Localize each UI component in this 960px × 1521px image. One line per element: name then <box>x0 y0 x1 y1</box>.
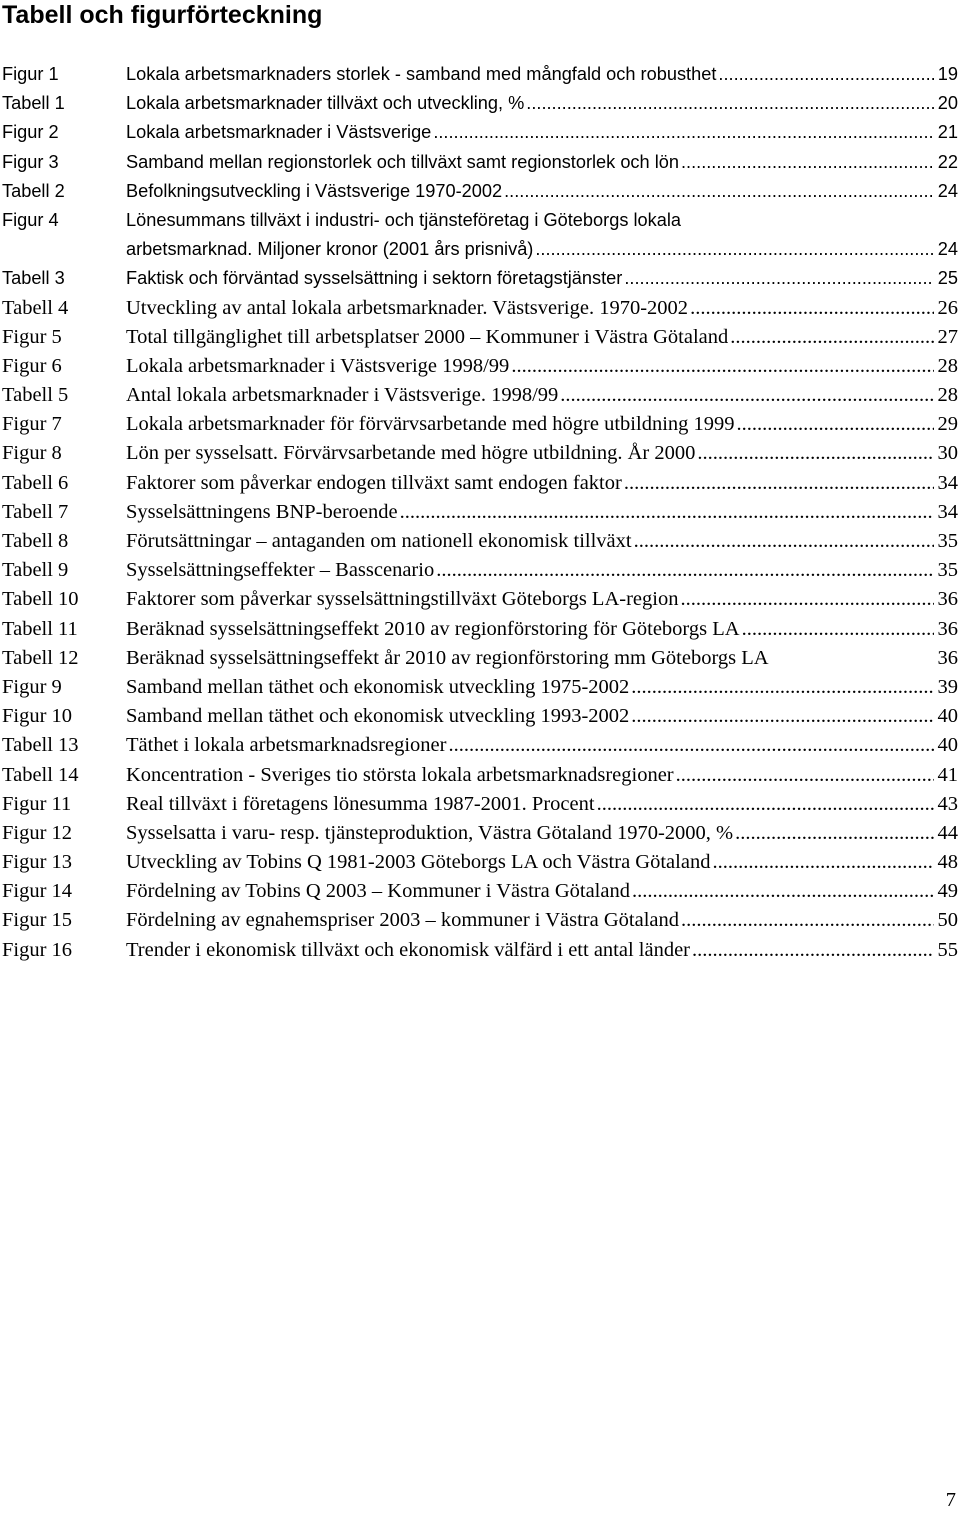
entry-title: Lokala arbetsmarknader i Västsverige 1998/99 <box>126 354 510 377</box>
entry-page-number: 40 <box>937 734 958 757</box>
entry-label: Figur 14 <box>2 880 73 903</box>
entry-label: Figur 4 <box>2 209 59 230</box>
toc-entry[interactable] <box>0 206 960 264</box>
toc-entry[interactable] <box>0 439 960 468</box>
entry-page-number: 28 <box>937 354 958 377</box>
entry-label: Figur 10 <box>2 705 73 728</box>
toc-entry[interactable] <box>0 323 960 352</box>
entry-page-number: 41 <box>937 763 958 786</box>
entry-title-continuation: arbetsmarknad. Miljoner kronor (2001 års prisnivå) <box>126 239 534 260</box>
toc-entry[interactable] <box>0 585 960 614</box>
toc-entry[interactable] <box>0 936 960 965</box>
page-number: 7 <box>945 1489 956 1511</box>
entry-page-number: 36 <box>937 588 958 611</box>
dot-leader <box>558 381 933 410</box>
entry-title: Samband mellan täthet och ekonomisk utveckling 1993-2002 <box>126 705 630 728</box>
dot-leader <box>431 118 933 147</box>
entry-title: Total tillgänglighet till arbetsplatser 2000 – Kommuner i Västra Götaland <box>126 325 729 348</box>
dot-leader <box>678 585 933 614</box>
entry-page-number: 50 <box>937 909 958 932</box>
dot-leader <box>679 148 934 177</box>
dot-leader <box>674 761 934 790</box>
entry-title: Faktorer som påverkar endogen tillväxt samt endogen faktor <box>126 471 622 494</box>
entry-label: Figur 12 <box>2 821 73 844</box>
entry-title: Beräknad sysselsättningseffekt år 2010 av regionförstoring mm Göteborgs LA <box>126 646 769 669</box>
dot-leader <box>524 89 933 118</box>
entry-title: Faktisk och förväntad sysselsättning i sektorn företagstjänster <box>126 268 623 289</box>
toc-entry[interactable] <box>0 790 960 819</box>
dot-leader <box>710 848 933 877</box>
entry-page-number: 34 <box>937 471 958 494</box>
entry-title: Lokala arbetsmarknader tillväxt och utveckling, % <box>126 93 525 114</box>
entry-title: Sysselsatta i varu- resp. tjänsteproduktion, Västra Götaland 1970-2000, % <box>126 821 734 844</box>
entry-page-number: 26 <box>937 296 958 319</box>
entry-page-number: 44 <box>937 821 958 844</box>
entry-label: Tabell 2 <box>2 180 65 201</box>
toc-entry[interactable] <box>0 906 960 935</box>
entry-title: Fördelning av egnahemspriser 2003 – kommuner i Västra Götaland <box>126 909 679 932</box>
entry-label: Figur 15 <box>2 909 73 932</box>
dot-leader <box>509 352 933 381</box>
dot-leader <box>740 615 934 644</box>
entry-label: Tabell 10 <box>2 588 79 611</box>
toc-entry[interactable] <box>0 673 960 702</box>
toc-entry[interactable] <box>0 702 960 731</box>
dot-leader <box>733 819 933 848</box>
dot-leader <box>632 527 934 556</box>
entry-page-number: 39 <box>937 675 958 698</box>
entry-label: Figur 11 <box>2 792 72 815</box>
toc-entry[interactable] <box>0 498 960 527</box>
entry-page-number: 35 <box>937 559 958 582</box>
table-of-figures-list <box>0 60 960 965</box>
entry-label: Figur 16 <box>2 938 73 961</box>
entry-page-number: 22 <box>937 151 958 172</box>
entry-page-number: 19 <box>937 64 958 84</box>
entry-page-number: 30 <box>937 442 958 465</box>
entry-title: Förutsättningar – antaganden om nationell ekonomisk tillväxt <box>126 530 632 553</box>
entry-title: Koncentration - Sveriges tio största lokala arbetsmarknadsregioner <box>126 763 674 786</box>
toc-entry[interactable] <box>0 819 960 848</box>
entry-page-number: 25 <box>937 268 958 289</box>
dot-leader <box>695 439 933 468</box>
dot-leader <box>688 294 933 323</box>
toc-entry[interactable] <box>0 469 960 498</box>
toc-entry[interactable] <box>0 556 960 585</box>
entry-page-number: 28 <box>937 384 958 407</box>
entry-page-number: 55 <box>937 938 958 961</box>
dot-leader <box>446 731 933 760</box>
entry-label: Tabell 6 <box>2 471 69 494</box>
entry-page-number: 48 <box>937 851 958 874</box>
entry-label: Figur 2 <box>2 122 59 143</box>
entry-label: Figur 7 <box>2 413 62 436</box>
entry-title: Lokala arbetsmarknader för förvärvsarbetande med högre utbildning 1999 <box>126 413 735 436</box>
entry-title: Lokala arbetsmarknader i Västsverige <box>126 122 432 143</box>
dot-leader <box>622 469 934 498</box>
dot-leader <box>728 323 933 352</box>
dot-leader <box>629 702 933 731</box>
toc-entry[interactable] <box>0 177 960 206</box>
entry-title: Lön per sysselsatt. Förvärvsarbetande med högre utbildning. År 2000 <box>126 442 696 465</box>
entry-label: Figur 1 <box>2 64 59 84</box>
toc-entry[interactable] <box>0 264 960 293</box>
toc-entry[interactable] <box>0 148 960 177</box>
toc-entry[interactable] <box>0 731 960 760</box>
entry-label: Figur 8 <box>2 442 62 465</box>
entry-page-number: 40 <box>937 705 958 728</box>
dot-leader <box>630 877 934 906</box>
entry-page-number: 49 <box>937 880 958 903</box>
entry-label: Tabell 9 <box>2 559 69 582</box>
entry-label: Figur 6 <box>2 354 62 377</box>
entry-label: Tabell 14 <box>2 763 79 786</box>
entry-label: Figur 13 <box>2 851 73 874</box>
entry-page-number: 29 <box>937 413 958 436</box>
toc-entry[interactable] <box>0 381 960 410</box>
entry-page-number: 21 <box>937 122 958 143</box>
entry-page-number: 27 <box>937 325 958 348</box>
toc-entry[interactable] <box>0 294 960 323</box>
entry-label: Tabell 1 <box>2 93 65 114</box>
entry-page-number: 24 <box>937 239 958 260</box>
dot-leader <box>629 673 933 702</box>
entry-label: Tabell 12 <box>2 646 79 669</box>
dot-leader <box>716 60 933 89</box>
entry-title: Beräknad sysselsättningseffekt 2010 av regionförstoring för Göteborgs LA <box>126 617 740 640</box>
entry-title: Lokala arbetsmarknaders storlek - samband med mångfald och robusthet <box>126 64 717 84</box>
entry-title: Sysselsättningens BNP-beroende <box>126 500 398 523</box>
entry-title: Befolkningsutveckling i Västsverige 1970-2002 <box>126 180 503 201</box>
toc-entry[interactable] <box>0 644 960 673</box>
entry-label: Figur 3 <box>2 151 59 172</box>
toc-entry[interactable] <box>0 118 960 147</box>
entry-page-number: 36 <box>937 617 958 640</box>
entry-page-number: 24 <box>937 180 958 201</box>
dot-leader <box>690 936 933 965</box>
entry-label: Figur 5 <box>2 325 62 348</box>
dot-leader <box>502 177 934 206</box>
entry-title: Utveckling av Tobins Q 1981-2003 Göteborgs LA och Västra Götaland <box>126 851 711 874</box>
dot-leader <box>434 556 933 585</box>
dot-leader <box>735 410 934 439</box>
toc-entry[interactable] <box>0 410 960 439</box>
toc-entry[interactable] <box>0 877 960 906</box>
dot-leader <box>622 264 933 293</box>
entry-label: Tabell 5 <box>2 384 69 407</box>
entry-title: Sysselsättningseffekter – Basscenario <box>126 559 435 582</box>
toc-entry[interactable] <box>0 527 960 556</box>
entry-label: Tabell 4 <box>2 296 69 319</box>
toc-entry[interactable] <box>0 352 960 381</box>
dot-leader <box>679 906 934 935</box>
entry-label: Figur 9 <box>2 675 62 698</box>
dot-leader <box>398 498 934 527</box>
entry-label: Tabell 8 <box>2 530 69 553</box>
toc-entry[interactable] <box>0 60 960 89</box>
entry-label: Tabell 11 <box>2 617 78 640</box>
entry-title: Lönesummans tillväxt i industri- och tjänsteföretag i Göteborgs lokala <box>126 209 681 230</box>
toc-entry[interactable] <box>0 761 960 790</box>
entry-page-number: 34 <box>937 500 958 523</box>
entry-title: Fördelning av Tobins Q 2003 – Kommuner i Västra Götaland <box>126 880 630 903</box>
entry-label: Tabell 3 <box>2 268 65 289</box>
toc-entry[interactable] <box>0 848 960 877</box>
entry-label: Tabell 7 <box>2 500 69 523</box>
toc-entry[interactable] <box>0 615 960 644</box>
dot-leader <box>595 790 934 819</box>
entry-label: Tabell 13 <box>2 734 79 757</box>
page-heading: Tabell och figurförteckning <box>2 1 323 29</box>
entry-title: Trender i ekonomisk tillväxt och ekonomisk välfärd i ett antal länder <box>126 938 691 961</box>
toc-entry[interactable] <box>0 89 960 118</box>
entry-title: Utveckling av antal lokala arbetsmarknader. Västsverige. 1970-2002 <box>126 296 689 319</box>
entry-title: Antal lokala arbetsmarknader i Västsverige. 1998/99 <box>126 384 559 407</box>
entry-page-number: 36 <box>937 646 958 669</box>
entry-title: Real tillväxt i företagens lönesumma 1987-2001. Procent <box>126 792 595 815</box>
entry-page-number: 43 <box>937 792 958 815</box>
entry-page-number: 20 <box>937 93 958 114</box>
entry-title: Täthet i lokala arbetsmarknadsregioner <box>126 734 447 757</box>
entry-title: Samband mellan regionstorlek och tillväxt samt regionstorlek och lön <box>126 151 679 172</box>
dot-leader <box>533 235 933 264</box>
entry-page-number: 35 <box>937 530 958 553</box>
entry-title: Faktorer som påverkar sysselsättningstillväxt Göteborgs LA-region <box>126 588 679 611</box>
entry-title: Samband mellan täthet och ekonomisk utveckling 1975-2002 <box>126 675 630 698</box>
